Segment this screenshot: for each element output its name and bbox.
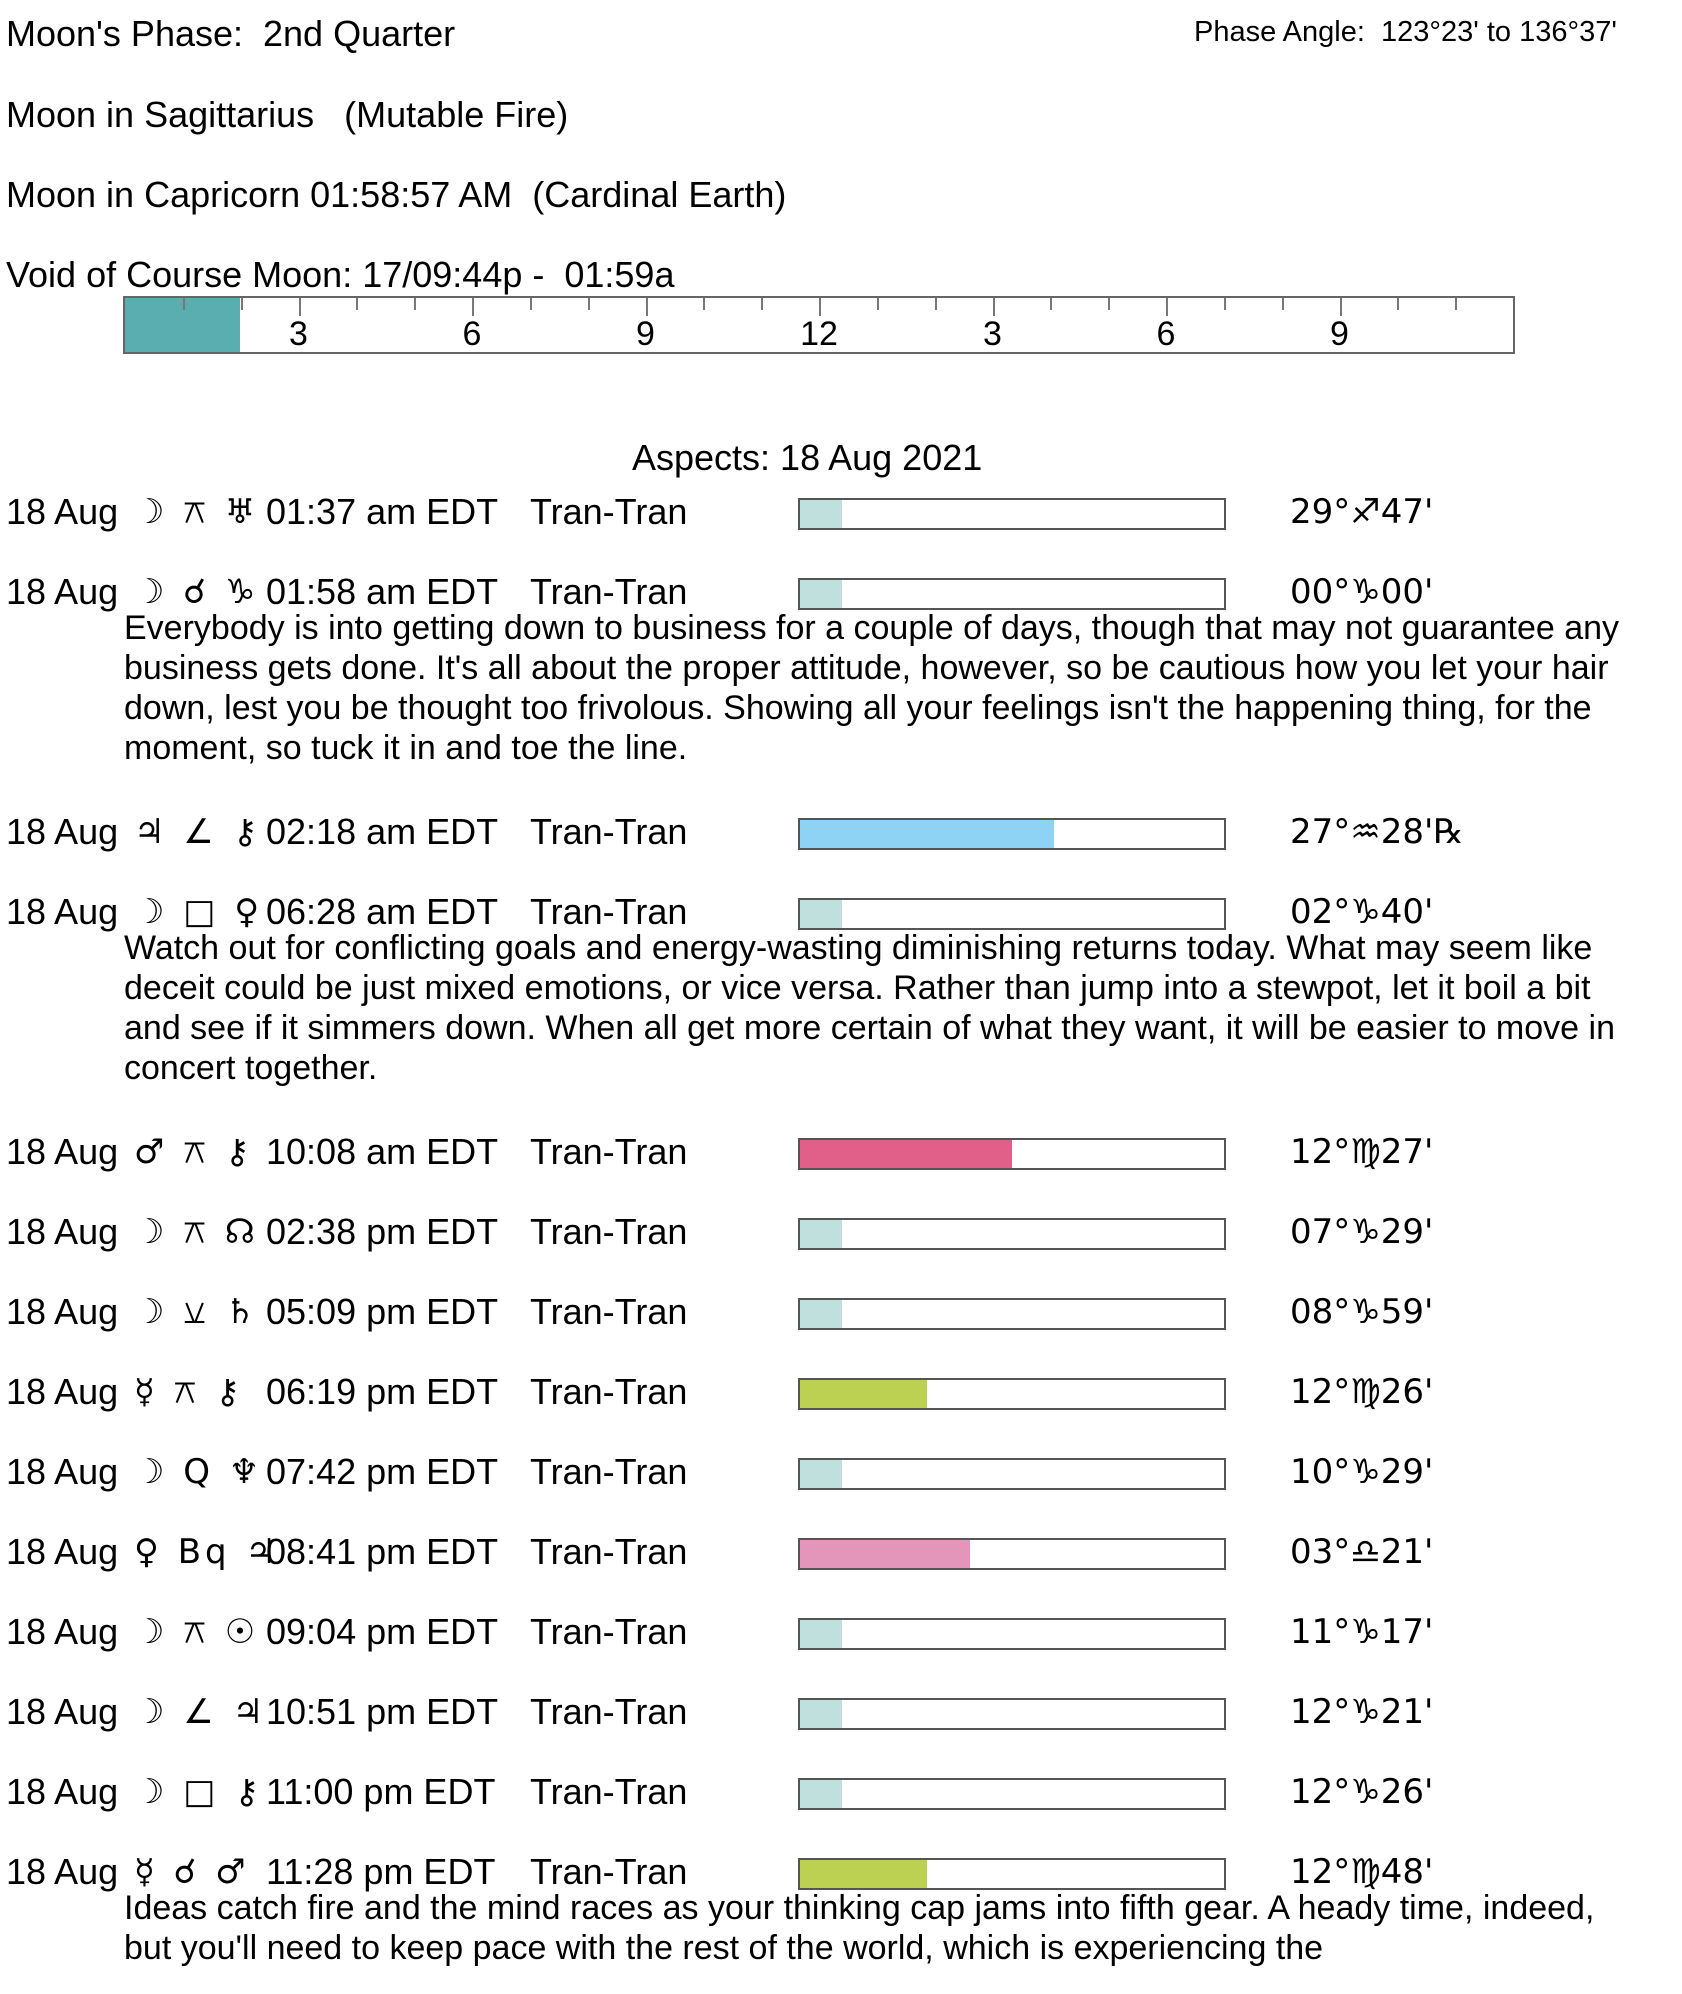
aspect-strength-bar	[798, 1618, 1226, 1650]
aspect-glyphs: ♂ ⚻ ⚷	[134, 1132, 254, 1172]
aspect-date: 18 Aug	[6, 1291, 119, 1332]
timeline-tick	[414, 298, 416, 310]
aspect-time: 07:42 pm EDT	[266, 1451, 499, 1492]
timeline-tick	[761, 298, 763, 310]
aspect-date: 18 Aug	[6, 1211, 119, 1252]
timeline-tick-label: 9	[1330, 315, 1349, 353]
aspect-type: Tran-Tran	[530, 891, 688, 932]
aspect-strength-fill	[800, 580, 842, 608]
aspect-time: 06:19 pm EDT	[266, 1371, 499, 1412]
aspect-strength-fill	[800, 1620, 842, 1648]
aspect-row	[0, 1370, 1682, 1414]
aspect-row	[0, 1690, 1682, 1734]
aspect-row	[0, 1290, 1682, 1334]
aspect-glyphs: ☽ ⚺ ♄	[134, 1292, 260, 1332]
aspect-type: Tran-Tran	[530, 491, 688, 532]
timeline-tick	[1224, 298, 1226, 310]
aspect-date: 18 Aug	[6, 811, 119, 852]
aspect-type: Tran-Tran	[530, 811, 688, 852]
aspect-position: 29°♐47'	[1290, 492, 1434, 532]
aspect-position: 12°♍27'	[1290, 1132, 1434, 1172]
aspect-strength-fill	[800, 1860, 927, 1888]
timeline-tick-label: 3	[983, 315, 1002, 353]
aspect-glyphs: ♃ ∠ ⚷	[134, 812, 262, 852]
aspect-position: 10°♑29'	[1290, 1452, 1434, 1492]
aspect-position: 12°♍26'	[1290, 1372, 1434, 1412]
aspect-date: 18 Aug	[6, 1371, 119, 1412]
aspect-type: Tran-Tran	[530, 1451, 688, 1492]
aspect-interpretation: Ideas catch fire and the mind races as your thinking cap jams into fifth gear. A heady time, indeed, but you'll need to keep pace with the rest of the world, which is experiencing the	[124, 1889, 1595, 1967]
aspect-strength-bar	[798, 1538, 1226, 1570]
timeline-tick	[819, 298, 821, 316]
aspect-strength-fill	[800, 1780, 842, 1808]
aspect-time: 08:41 pm EDT	[266, 1531, 499, 1572]
timeline-tick-label: 6	[1156, 315, 1176, 353]
aspect-date: 18 Aug	[6, 1771, 119, 1812]
timeline-tick-label: 9	[636, 315, 655, 353]
aspect-type: Tran-Tran	[530, 1531, 688, 1572]
aspect-type: Tran-Tran	[530, 1771, 688, 1812]
timeline-tick	[241, 298, 243, 310]
aspect-glyphs: ☽ ⚻ ♅	[134, 492, 260, 532]
aspect-type: Tran-Tran	[530, 571, 688, 612]
aspect-time: 06:28 am EDT	[266, 891, 499, 932]
timeline-tick-label: 12	[800, 315, 838, 353]
timeline-tick	[530, 298, 532, 310]
aspect-strength-fill	[800, 900, 842, 928]
aspect-row	[0, 490, 1682, 534]
aspect-type: Tran-Tran	[530, 1131, 688, 1172]
aspect-position: 11°♑17'	[1290, 1612, 1434, 1652]
aspect-strength-bar	[798, 1458, 1226, 1490]
aspect-row	[0, 1130, 1682, 1174]
aspect-glyphs: ☿ ⚻ ⚷	[134, 1372, 245, 1412]
timeline-tick-label: 3	[289, 315, 308, 353]
aspect-row	[0, 1610, 1682, 1654]
aspect-time: 11:28 pm EDT	[266, 1851, 496, 1892]
aspect-position: 03°♎21'	[1290, 1532, 1434, 1572]
aspect-position: 12°♑21'	[1290, 1692, 1434, 1732]
aspect-strength-bar	[798, 818, 1226, 850]
aspect-strength-fill	[800, 1700, 842, 1728]
aspect-glyphs: ☿ ☌ ♂	[134, 1852, 250, 1892]
aspect-row	[0, 1770, 1682, 1814]
timeline-tick-label: 6	[462, 315, 482, 353]
timeline-tick	[1397, 298, 1399, 310]
aspect-row	[0, 810, 1682, 854]
aspect-glyphs: ☽ ⚻ ☊	[134, 1212, 259, 1252]
timeline-tick	[703, 298, 705, 310]
aspect-time: 09:04 pm EDT	[266, 1611, 499, 1652]
timeline-tick	[1282, 298, 1284, 310]
timeline-tick	[1340, 298, 1342, 316]
aspect-time: 02:18 am EDT	[266, 811, 499, 852]
aspects-title: Aspects: 18 Aug 2021	[632, 437, 983, 478]
timeline-tick	[1166, 298, 1168, 316]
aspect-strength-fill	[800, 820, 1054, 848]
aspect-date: 18 Aug	[6, 1611, 119, 1652]
aspect-date: 18 Aug	[6, 1451, 119, 1492]
aspect-strength-fill	[800, 1140, 1012, 1168]
aspect-strength-bar	[798, 1698, 1226, 1730]
aspect-time: 01:58 am EDT	[266, 571, 499, 612]
aspect-row	[0, 1450, 1682, 1494]
aspect-date: 18 Aug	[6, 891, 119, 932]
aspect-glyphs: ☽ □ ♀	[134, 892, 264, 932]
aspect-position: 27°♒28'℞	[1290, 812, 1464, 852]
moon-sign-label: Moon in Sagittarius (Mutable Fire)	[6, 94, 569, 135]
aspect-strength-bar	[798, 898, 1226, 930]
aspect-time: 05:09 pm EDT	[266, 1291, 499, 1332]
aspect-date: 18 Aug	[6, 1691, 119, 1732]
aspect-time: 11:00 pm EDT	[266, 1771, 496, 1812]
aspect-strength-bar	[798, 1138, 1226, 1170]
timeline-tick	[646, 298, 648, 316]
aspect-type: Tran-Tran	[530, 1851, 688, 1892]
aspect-date: 18 Aug	[6, 491, 119, 532]
void-of-course-label: Void of Course Moon: 17/09:44p - 01:59a	[6, 254, 675, 295]
aspect-row	[0, 1210, 1682, 1254]
aspect-date: 18 Aug	[6, 571, 119, 612]
timeline-tick	[1050, 298, 1052, 310]
aspect-time: 10:08 am EDT	[266, 1131, 499, 1172]
aspect-strength-bar	[798, 1298, 1226, 1330]
aspect-strength-fill	[800, 1380, 927, 1408]
aspect-strength-bar	[798, 1378, 1226, 1410]
aspect-interpretation: Watch out for conflicting goals and energy-wasting diminishing returns today. What may seem like deceit could be just mixed emotions, or vice versa. Rather than jump into a stewpot, let it boil a bit and see if it simmers down. When all get more certain of what they want, it will be easier to move in concert together.	[124, 929, 1615, 1087]
aspect-position: 07°♑29'	[1290, 1212, 1434, 1252]
aspect-position: 08°♑59'	[1290, 1292, 1434, 1332]
aspect-time: 01:37 am EDT	[266, 491, 499, 532]
aspect-type: Tran-Tran	[530, 1211, 688, 1252]
aspect-strength-fill	[800, 1460, 842, 1488]
aspect-strength-fill	[800, 1300, 842, 1328]
moon-phase-label: Moon's Phase: 2nd Quarter	[6, 13, 456, 54]
timeline-tick	[1455, 298, 1457, 310]
aspect-type: Tran-Tran	[530, 1611, 688, 1652]
aspect-strength-fill	[800, 1220, 842, 1248]
aspect-time: 10:51 pm EDT	[266, 1691, 499, 1732]
void-of-course-timeline	[123, 296, 1515, 354]
aspect-position: 00°♑00'	[1290, 572, 1434, 612]
timeline-tick	[356, 298, 358, 310]
aspect-date: 18 Aug	[6, 1131, 119, 1172]
aspect-glyphs: ♀ Bq ♃	[134, 1532, 280, 1572]
aspect-date: 18 Aug	[6, 1851, 119, 1892]
aspect-row	[0, 1530, 1682, 1574]
timeline-tick	[588, 298, 590, 310]
aspect-strength-bar	[798, 1858, 1226, 1890]
moon-ingress-label: Moon in Capricorn 01:58:57 AM (Cardinal Earth)	[6, 174, 787, 215]
aspect-strength-bar	[798, 578, 1226, 610]
timeline-tick	[472, 298, 474, 316]
aspect-glyphs: ☽ ⚻ ☉	[134, 1612, 260, 1652]
aspect-strength-fill	[800, 500, 842, 528]
aspect-glyphs: ☽ ∠ ♃	[134, 1692, 268, 1732]
aspect-type: Tran-Tran	[530, 1371, 688, 1412]
aspect-glyphs: ☽ Q ♆	[134, 1452, 264, 1492]
aspect-strength-bar	[798, 1778, 1226, 1810]
aspect-type: Tran-Tran	[530, 1691, 688, 1732]
timeline-tick	[183, 298, 185, 310]
timeline-tick	[935, 298, 937, 310]
aspect-position: 12°♑26'	[1290, 1772, 1434, 1812]
aspect-position: 12°♍48'	[1290, 1852, 1434, 1892]
aspect-strength-fill	[800, 1540, 970, 1568]
aspect-time: 02:38 pm EDT	[266, 1211, 499, 1252]
timeline-tick	[299, 298, 301, 316]
aspect-date: 18 Aug	[6, 1531, 119, 1572]
timeline-tick	[1108, 298, 1110, 310]
aspect-position: 02°♑40'	[1290, 892, 1434, 932]
timeline-tick	[993, 298, 995, 316]
timeline-tick	[877, 298, 879, 310]
aspect-strength-bar	[798, 1218, 1226, 1250]
aspect-glyphs: ☽ □ ⚷	[134, 1772, 264, 1812]
aspect-type: Tran-Tran	[530, 1291, 688, 1332]
aspect-interpretation: Everybody is into getting down to business for a couple of days, though that may not guarantee any business gets done. It's all about the proper attitude, however, so be cautious how you let your hair down, lest you be thought too frivolous. Showing all your feelings isn't the happening thing, for the moment, so tuck it in and toe the line.	[124, 609, 1620, 767]
aspect-strength-bar	[798, 498, 1226, 530]
phase-angle-label: Phase Angle: 123°23' to 136°37'	[1194, 16, 1617, 48]
aspect-glyphs: ☽ ☌ ♑	[134, 572, 260, 612]
